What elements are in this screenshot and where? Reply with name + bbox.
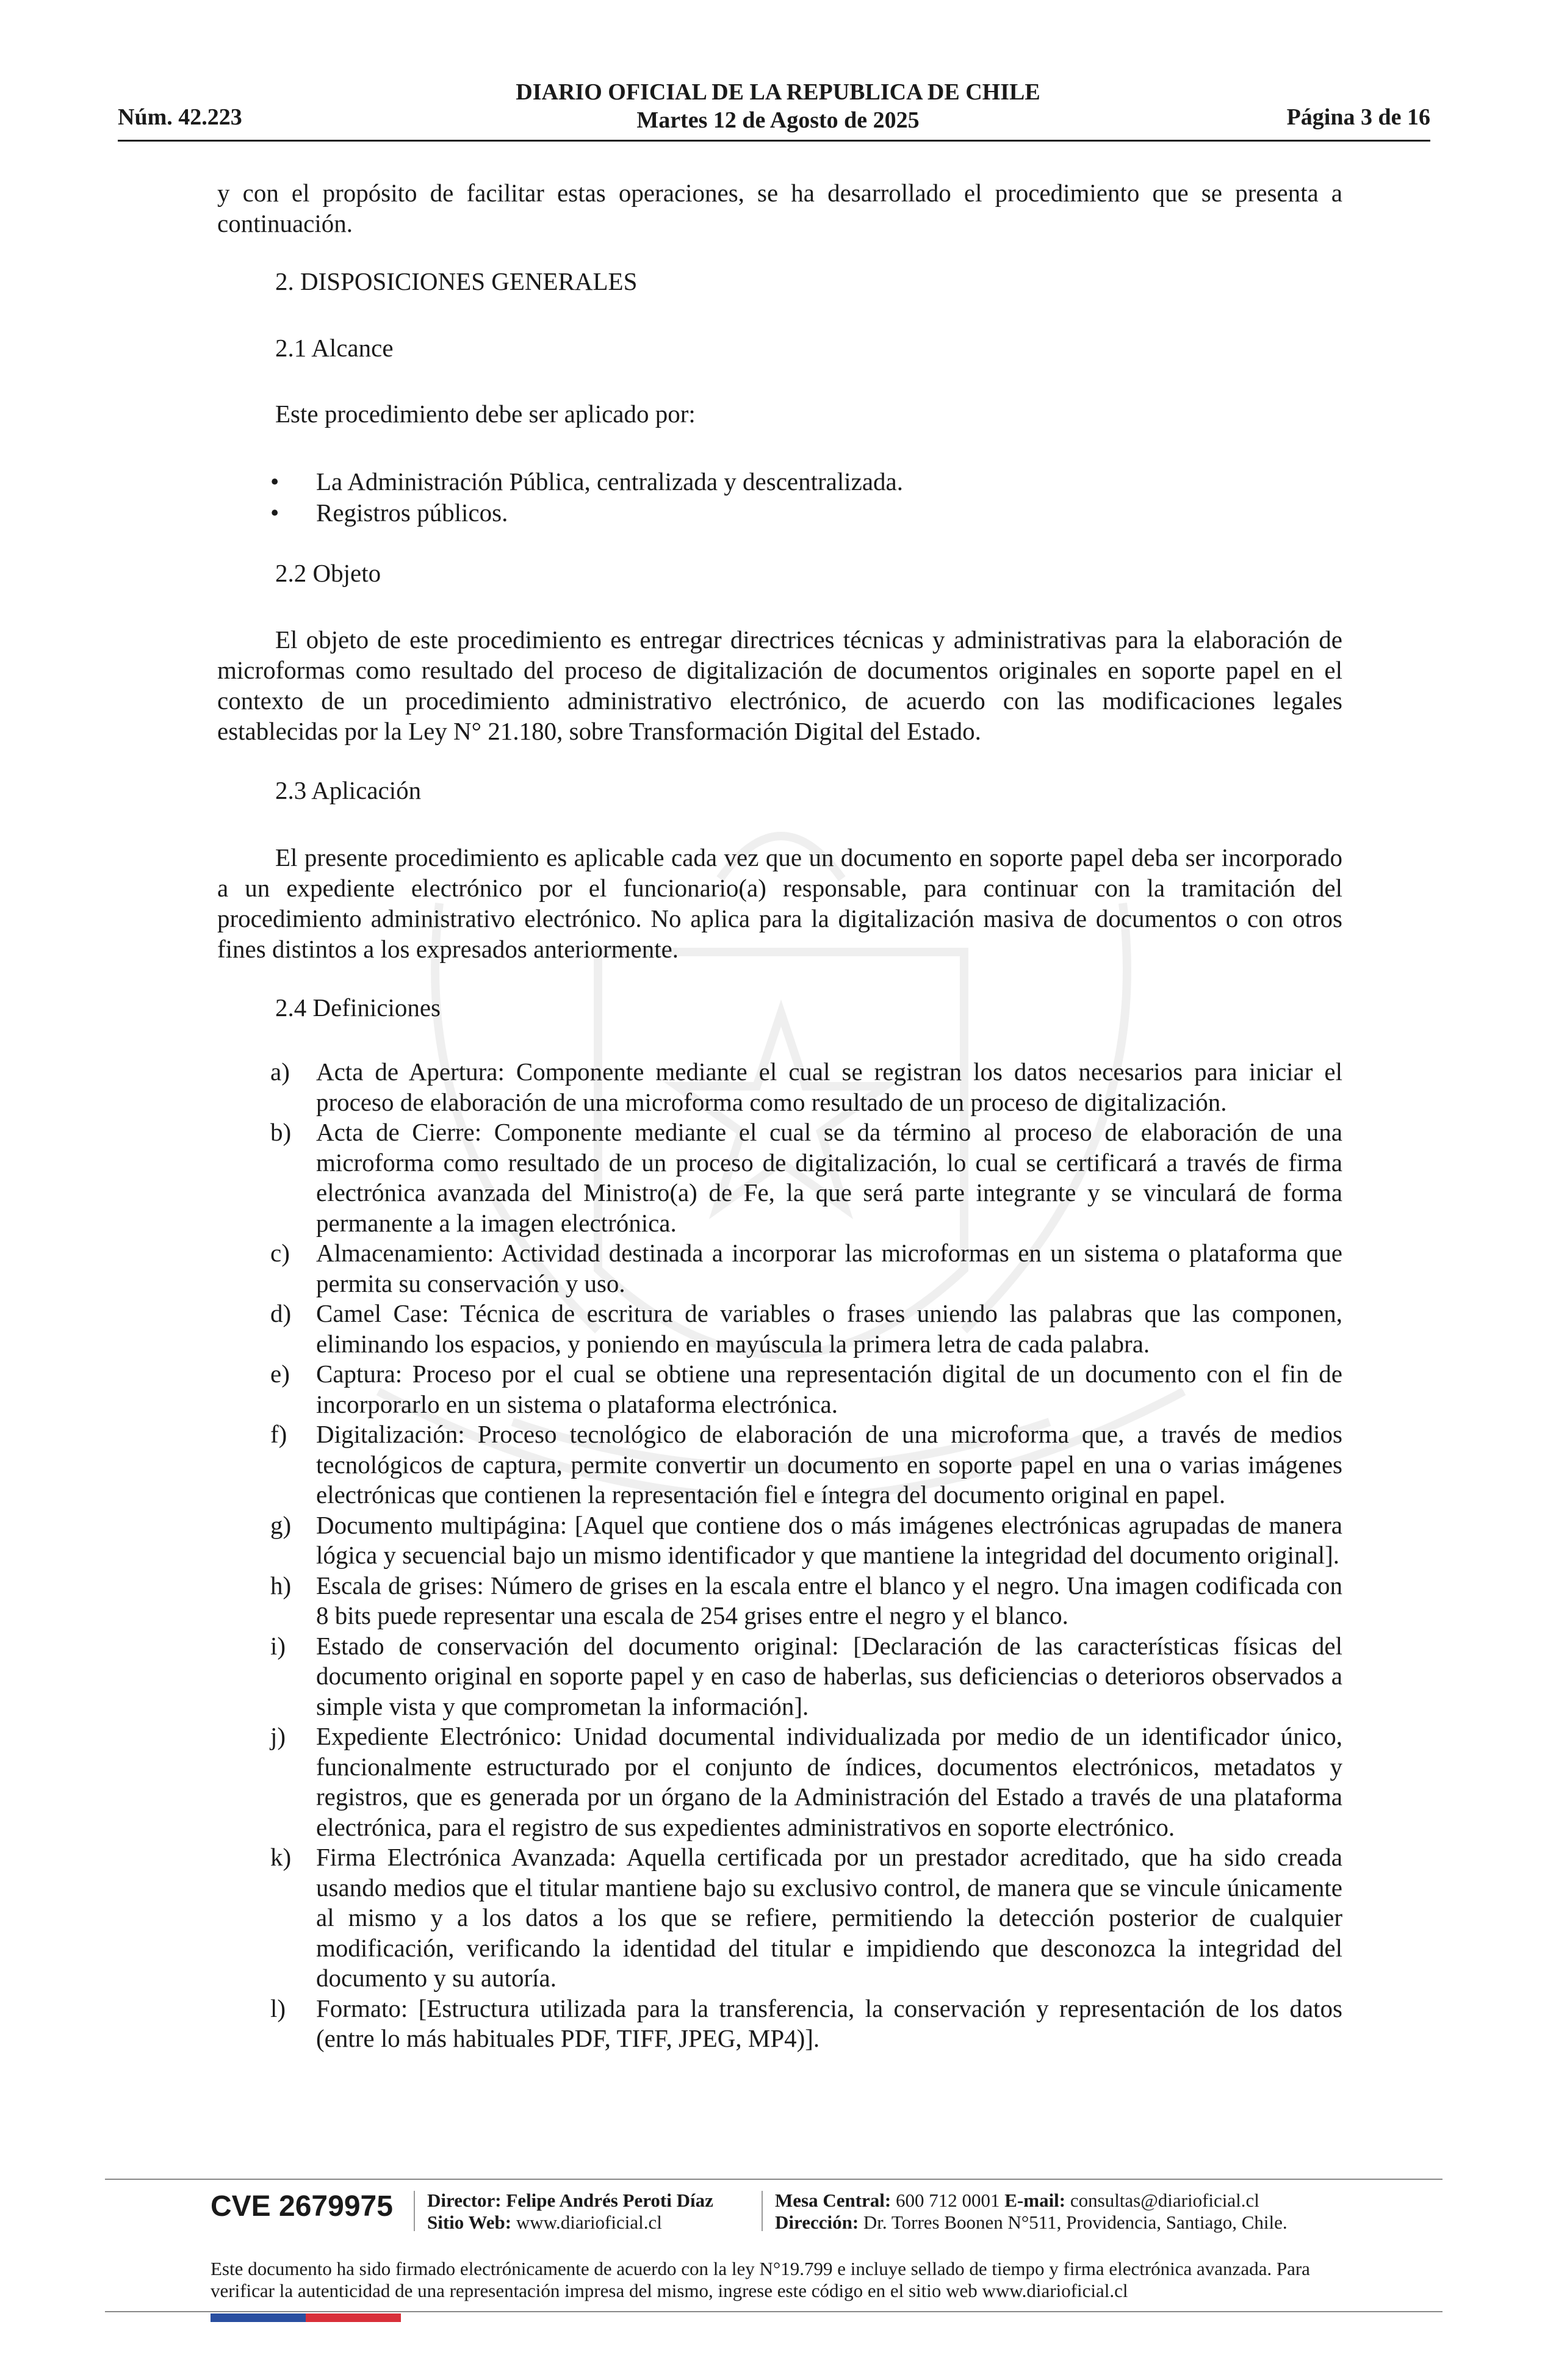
subsection-aplicacion-title: 2.3 Aplicación (275, 776, 422, 804)
site-label: Sitio Web: (427, 2212, 512, 2233)
list-item (270, 1722, 1342, 1842)
footer-director-block (427, 2190, 713, 2234)
list-item: Registros públicos. (316, 499, 508, 527)
list-item (270, 1631, 1342, 1722)
item-text: Captura: Proceso por el cual se obtiene una representación digital de un documento con el fin de incorporarlo en un sistema o plataforma electrónica. (316, 1360, 1342, 1418)
item-text: Documento multipágina: [Aquel que contiene dos o más imágenes electrónicas agrupadas de manera lógica y secuencial bajo un mismo identificador y que mantiene la integridad del documento original]. (316, 1510, 1342, 1569)
flag-stripe-blue (211, 2313, 306, 2322)
item-letter: b) (270, 1118, 292, 1146)
director-label: Director: (427, 2190, 502, 2211)
intro-text: y con el propósito de facilitar estas operaciones, se ha desarrollado el procedimiento que se presenta a continuación. (217, 179, 1342, 237)
aplicacion-text: El presente procedimiento es aplicable cada vez que un documento en soporte papel deba ser incorporado a un expediente electrónico por el funcionario(a) responsable, para continuar con la tramitación del procedimiento administrativo electrónico. No aplica para la digitalización masiva de documentos o con otros fines distintos a los expresados anteriormente. (217, 843, 1342, 963)
section-title: 2. DISPOSICIONES GENERALES (275, 267, 638, 295)
director-name: Felipe Andrés Peroti Díaz (506, 2190, 713, 2211)
bullet-marker: • (270, 499, 279, 527)
objeto-paragraph (217, 624, 1342, 746)
aplicacion-paragraph (217, 842, 1342, 964)
list-item (270, 1299, 1342, 1359)
address-text: Dr. Torres Boonen N°511, Providencia, Santiago, Chile. (863, 2212, 1288, 2233)
objeto-text: El objeto de este procedimiento es entregar directrices técnicas y administrativas para la elaboración de microformas como resultado del proceso de digitalización de documentos originales en soporte papel en el contexto de un procedimiento administrativo electrónico, de acuerdo con las modificaciones legales establecidas por la Ley N° 21.180, sobre Transformación Digital del Estado. (217, 626, 1342, 745)
address-label: Dirección: (775, 2212, 859, 2233)
site-link[interactable]: www.diarioficial.cl (516, 2212, 662, 2233)
item-letter: a) (270, 1058, 290, 1086)
subsection-definiciones-title: 2.4 Definiciones (275, 993, 441, 1022)
item-letter: i) (270, 1631, 286, 1660)
cve-code: CVE 2679975 (211, 2190, 393, 2223)
email-link[interactable]: consultas@diarioficial.cl (1070, 2190, 1259, 2211)
signature-note: Este documento ha sido firmado electrónicamente de acuerdo con la ley N°19.799 e incluye sellado de tiempo y firma electrónica avanzada. Para verificar la autenticidad de una representación impresa del mismo, ingrese este código en el sitio web www.diarioficial.cl (211, 2258, 1310, 2301)
list-item (270, 1359, 1342, 1419)
item-text: Firma Electrónica Avanzada: Aquella certificada por un prestador acreditado, que ha sido creada usando medios que el titular mantiene bajo su exclusivo control, de manera que se vincule únicamente al mismo y a los datos a los que se refiere, permitiendo la detección posterior de cualquier modificación, verificando la identidad del titular e impidiendo que desconozca la integridad del documento y su autoría. (316, 1843, 1342, 1992)
issue-number: Núm. 42.223 (118, 104, 242, 130)
alcance-text: Este procedimiento debe ser aplicado por: (275, 400, 696, 428)
page-indicator: Página 3 de 16 (1286, 104, 1430, 130)
footer-separator (762, 2191, 763, 2231)
item-letter: d) (270, 1299, 292, 1327)
header-divider (118, 140, 1430, 142)
item-text: Camel Case: Técnica de escritura de variables o frases uniendo las palabras que las componen, eliminando los espacios, y poniendo en mayúscula la primera letra de cada palabra. (316, 1299, 1342, 1358)
mesa-phone: 600 712 0001 (896, 2190, 1000, 2211)
item-letter: j) (270, 1722, 286, 1750)
item-text: Formato: [Estructura utilizada para la transferencia, la conservación y representación de los datos (entre lo más habituales PDF, TIFF, JPEG, MP4)]. (316, 1994, 1342, 2052)
footer-divider-bottom (105, 2311, 1443, 2312)
journal-title: DIARIO OFICIAL DE LA REPUBLICA DE CHILE (516, 79, 1040, 105)
list-item: La Administración Pública, centralizada y descentralizada. (316, 467, 903, 496)
issue-date: Martes 12 de Agosto de 2025 (636, 107, 920, 133)
list-item (270, 1238, 1342, 1299)
item-text: Almacenamiento: Actividad destinada a incorporar las microformas en un sistema o plataforma que permita su conservación y uso. (316, 1239, 1342, 1297)
subsection-objeto-title: 2.2 Objeto (275, 559, 381, 587)
intro-paragraph (217, 178, 1342, 239)
list-item (270, 1842, 1342, 1994)
item-letter: g) (270, 1510, 292, 1539)
item-text: Escala de grises: Número de grises en la escala entre el blanco y el negro. Una imagen codificada con 8 bits puede representar una escala de 254 grises entre el negro y el blanco. (316, 1571, 1342, 1629)
email-label: E-mail: (1004, 2190, 1066, 2211)
footer-contact-block (775, 2190, 1288, 2234)
flag-stripe-red (306, 2313, 401, 2322)
item-text: Acta de Apertura: Componente mediante el cual se registran los datos necesarios para iniciar el proceso de elaboración de una microforma como resultado de un proceso de digitalización. (316, 1058, 1342, 1116)
item-text: Estado de conservación del documento original: [Declaración de las características físicas del documento original en soporte papel y en caso de haberlas, sus deficiencias o deterioros observados a simple vista y que comprometan la información]. (316, 1631, 1342, 1720)
mesa-label: Mesa Central: (775, 2190, 891, 2211)
footer-separator (414, 2191, 415, 2231)
list-item (270, 1994, 1342, 2054)
item-letter: f) (270, 1420, 287, 1448)
list-item (270, 1057, 1342, 1117)
list-item (270, 1571, 1342, 1631)
item-letter: h) (270, 1571, 292, 1599)
subsection-alcance-title: 2.1 Alcance (275, 334, 394, 362)
bullet-marker: • (270, 467, 279, 496)
item-letter: l) (270, 1994, 286, 2022)
list-item (270, 1419, 1342, 1510)
item-letter: e) (270, 1360, 290, 1388)
footer-divider-top (105, 2179, 1443, 2180)
item-text: Digitalización: Proceso tecnológico de elaboración de una microforma que, a través de medios tecnológicos de captura, permite convertir un documento en soporte papel en una o varias imágenes electrónicas que contienen la representación fiel e íntegra del documento original en papel. (316, 1420, 1342, 1509)
item-letter: k) (270, 1843, 292, 1871)
item-text: Acta de Cierre: Componente mediante el cual se da término al proceso de elaboración de una microforma como resultado de un proceso de digitalización, lo cual se certificará a través de firma electrónica avanzada del Ministro(a) de Fe, la que será parte integrante y se vinculará de forma permanente a la imagen electrónica. (316, 1118, 1342, 1237)
definitions-list (270, 1057, 1342, 2054)
list-item (270, 1510, 1342, 1571)
list-item (270, 1117, 1342, 1238)
item-letter: c) (270, 1239, 290, 1267)
item-text: Expediente Electrónico: Unidad documental individualizada por medio de un identificador único, funcionalmente estructurado por el conjunto de índices, documentos electrónicos, metadatos y registros, que es generada por un órgano de la Administración del Estado a través de una plataforma electrónica, para el registro de sus expedientes administrativos en soporte electrónico. (316, 1722, 1342, 1841)
